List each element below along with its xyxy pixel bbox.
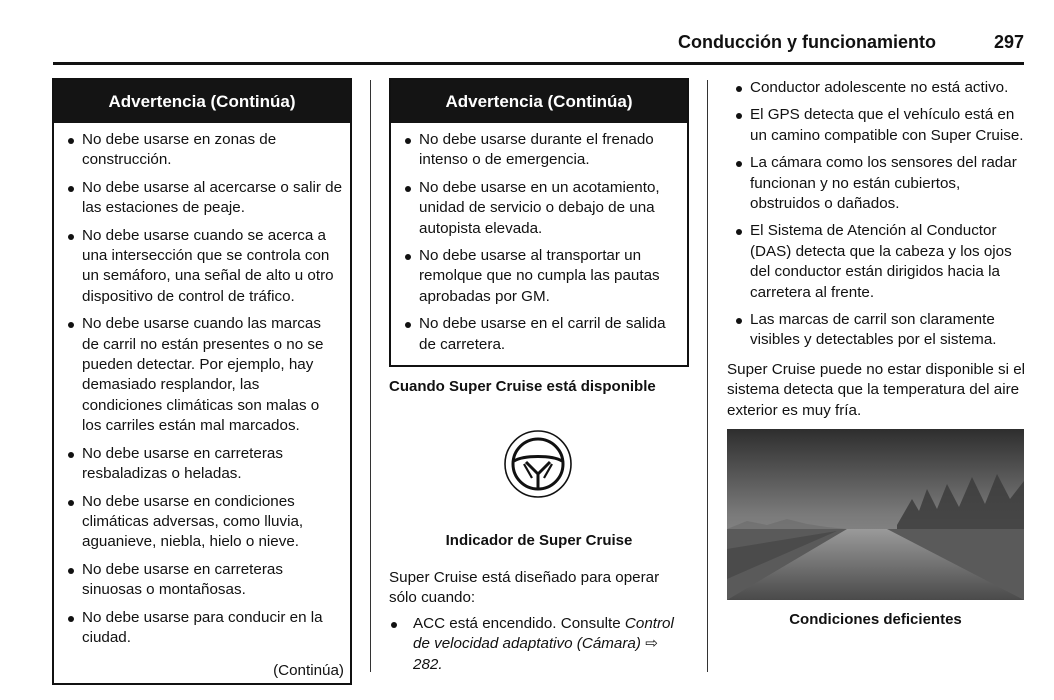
- warning-list: [54, 130, 350, 648]
- photo-caption: Condiciones deficientes: [789, 611, 962, 628]
- list-item: El GPS detecta que el vehículo está en un camino compatible con Super Cruise.: [722, 105, 1032, 146]
- availability-intro: Super Cruise está diseñado para operar sólo cuando:: [389, 569, 660, 607]
- list-item: No debe usarse en carreteras sinuosas o montañosas.: [54, 560, 342, 601]
- warning-header: Advertencia (Continúa): [391, 80, 687, 123]
- header-rule: [53, 62, 1024, 65]
- item-text: ACC está encendido. Consulte: [413, 615, 625, 632]
- list-item: No debe usarse al transportar un remolque que no cumpla las pautas aprobadas por GM.: [391, 246, 679, 307]
- list-item: No debe usarse al acercarse o salir de las estaciones de peaje.: [54, 178, 342, 219]
- list-item: No debe usarse en condiciones climáticas adversas, como lluvia, aguanieve, niebla, hielo o nieve.: [54, 492, 342, 553]
- warning-list: [391, 130, 687, 355]
- continued-label: (Continúa): [273, 661, 344, 679]
- column-divider-left: [370, 80, 371, 672]
- page-ref-arrow-icon: ⇨: [645, 635, 658, 653]
- list-item: No debe usarse en un acotamiento, unidad de servicio o debajo de una autopista elevada.: [391, 178, 679, 239]
- steering-wheel-icon: [502, 428, 574, 500]
- availability-list: [377, 614, 689, 682]
- list-item: El Sistema de Atención al Conductor (DAS) detecta que la cabeza y los ojos del conductor están dirigidos hacia la carretera al frente.: [722, 221, 1032, 303]
- list-item: No debe usarse cuando las marcas de carril no están presentes o no se pueden detectar. Por ejemplo, hay demasiado resplandor, las condiciones climáticas son malas o los carriles están mal marcados.: [54, 314, 342, 436]
- list-item: No debe usarse durante el frenado intenso o de emergencia.: [391, 130, 679, 171]
- warning-box-left: [52, 78, 352, 685]
- list-item: No debe usarse en zonas de construcción.: [54, 130, 342, 171]
- temperature-paragraph: Super Cruise puede no estar disponible si el sistema detecta que la temperatura del aire exterior es muy fría.: [727, 361, 1026, 419]
- list-item: Conductor adolescente no está activo.: [722, 78, 1032, 98]
- list-item: No debe usarse en carreteras resbaladizas o heladas.: [54, 444, 342, 485]
- column-divider-right: [707, 80, 708, 672]
- list-item: Las marcas de carril son claramente visibles y detectables por el sistema.: [722, 310, 1032, 351]
- foggy-road-photo: [727, 429, 1024, 600]
- list-item: No debe usarse para conducir en la ciudad.: [54, 608, 342, 649]
- warning-box-middle: [389, 78, 689, 367]
- availability-heading: Cuando Super Cruise está disponible: [389, 378, 656, 395]
- list-item: No debe usarse en el carril de salida de carretera.: [391, 314, 679, 355]
- page-number: 297: [993, 32, 1024, 52]
- icon-caption: Indicador de Super Cruise: [445, 532, 633, 549]
- cross-reference-link[interactable]: Control de velocidad adaptativo (Cámara): [413, 615, 674, 653]
- list-item: No debe usarse cuando se acerca a una intersección que se controla con un semáforo, una señal de alto u otro dispositivo de control de tráfico.: [54, 226, 342, 308]
- page-reference[interactable]: 282.: [413, 655, 443, 673]
- warning-header: Advertencia (Continúa): [54, 80, 350, 123]
- list-item: [377, 614, 689, 675]
- condition-list: [722, 78, 1032, 358]
- list-item: La cámara como los sensores del radar funcionan y no están cubiertos, obstruidos o dañados.: [722, 153, 1032, 214]
- section-title: Conducción y funcionamiento: [677, 32, 936, 52]
